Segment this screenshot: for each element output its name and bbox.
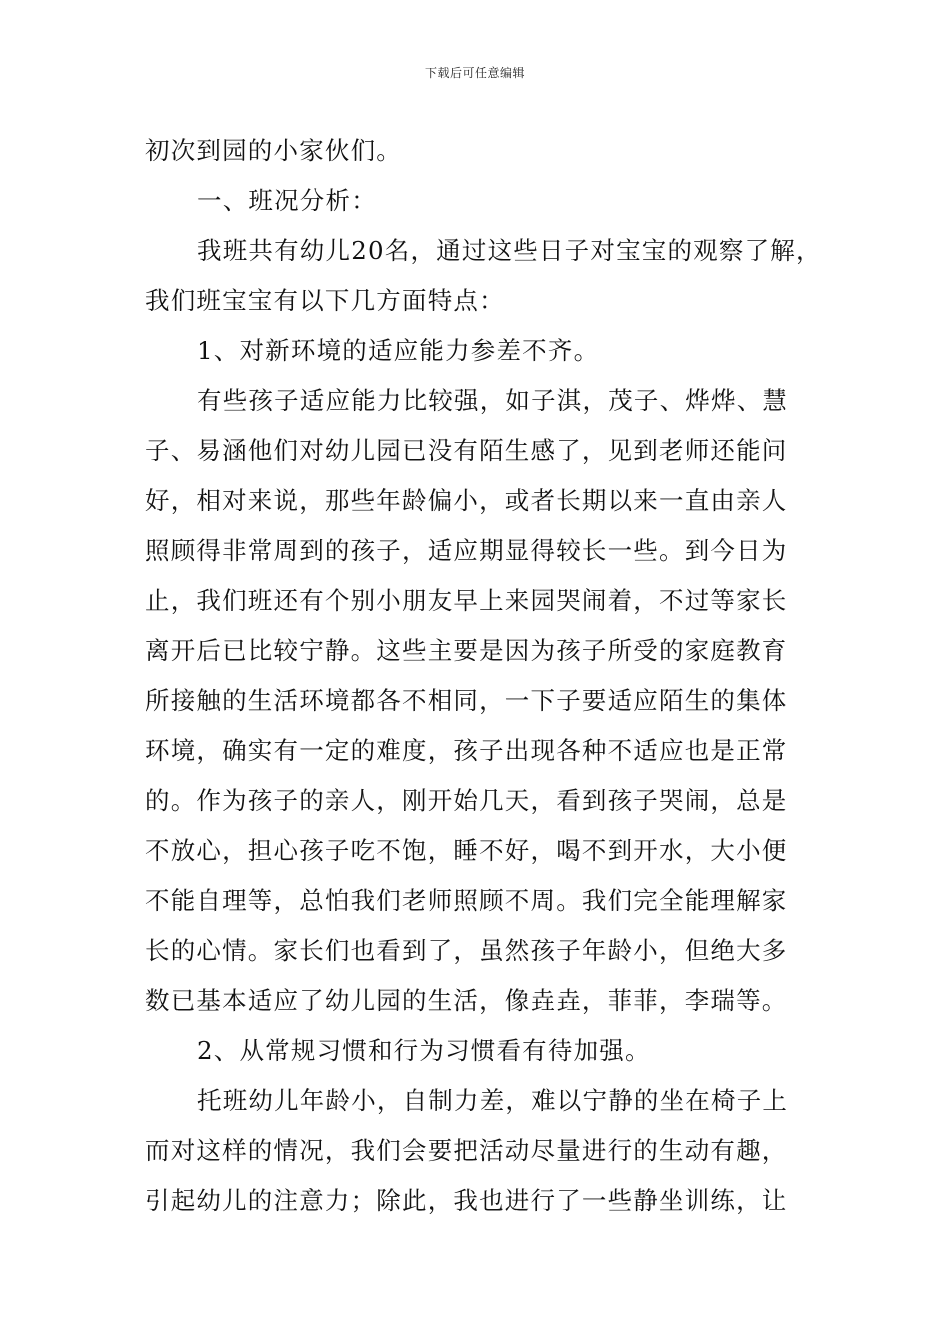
paragraph-line: 子、易涵他们对幼儿园已没有陌生感了，见到老师还能问: [145, 436, 788, 465]
paragraph-line: 的。作为孩子的亲人，刚开始几天，看到孩子哭闹，总是: [145, 786, 788, 815]
paragraph-line: 照顾得非常周到的孩子，适应期显得较长一些。到今日为: [145, 536, 788, 565]
paragraph-line: 不能自理等，总怕我们老师照顾不周。我们完全能理解家: [145, 886, 788, 915]
document-body: [145, 126, 822, 1226]
paragraph-line: 离开后已比较宁静。这些主要是因为孩子所受的家庭教育: [145, 636, 788, 665]
section-heading: 一、班况分析：: [197, 186, 377, 215]
paragraph-line: 不放心，担心孩子吃不饱，睡不好，喝不到开水，大小便: [145, 836, 788, 865]
paragraph-line: 有些孩子适应能力比较强，如子淇，茂子、烨烨、慧: [197, 386, 789, 415]
paragraph-line: 数已基本适应了幼儿园的生活，像垚垚，菲菲，李瑞等。: [145, 986, 788, 1015]
paragraph-line: 止，我们班还有个别小朋友早上来园哭闹着，不过等家长: [145, 586, 788, 615]
paragraph-line: 托班幼儿年龄小，自制力差，难以宁静的坐在椅子上: [197, 1086, 789, 1115]
body-line: 初次到园的小家伙们。: [145, 136, 402, 165]
paragraph-line: 引起幼儿的注意力；除此，我也进行了一些静坐训练，让: [145, 1186, 788, 1215]
paragraph-line: 我班共有幼儿20名，通过这些日子对宝宝的观察了解，: [197, 236, 822, 265]
paragraph-line: 而对这样的情况，我们会要把活动尽量进行的生动有趣，: [145, 1136, 788, 1165]
paragraph-line: 所接触的生活环境都各不相同，一下子要适应陌生的集体: [145, 686, 788, 715]
paragraph-line: 好，相对来说，那些年龄偏小，或者长期以来一直由亲人: [145, 486, 788, 515]
paragraph-line: 我们班宝宝有以下几方面特点：: [145, 286, 505, 315]
subsection-heading: 2、从常规习惯和行为习惯看有待加强。: [197, 1036, 651, 1065]
paragraph-line: 长的心情。家长们也看到了，虽然孩子年龄小，但绝大多: [145, 936, 788, 965]
paragraph-line: 环境，确实有一定的难度，孩子出现各种不适应也是正常: [145, 736, 788, 765]
subsection-heading: 1、对新环境的适应能力参差不齐。: [197, 336, 600, 365]
page-header: 下载后可任意编辑: [424, 66, 525, 80]
